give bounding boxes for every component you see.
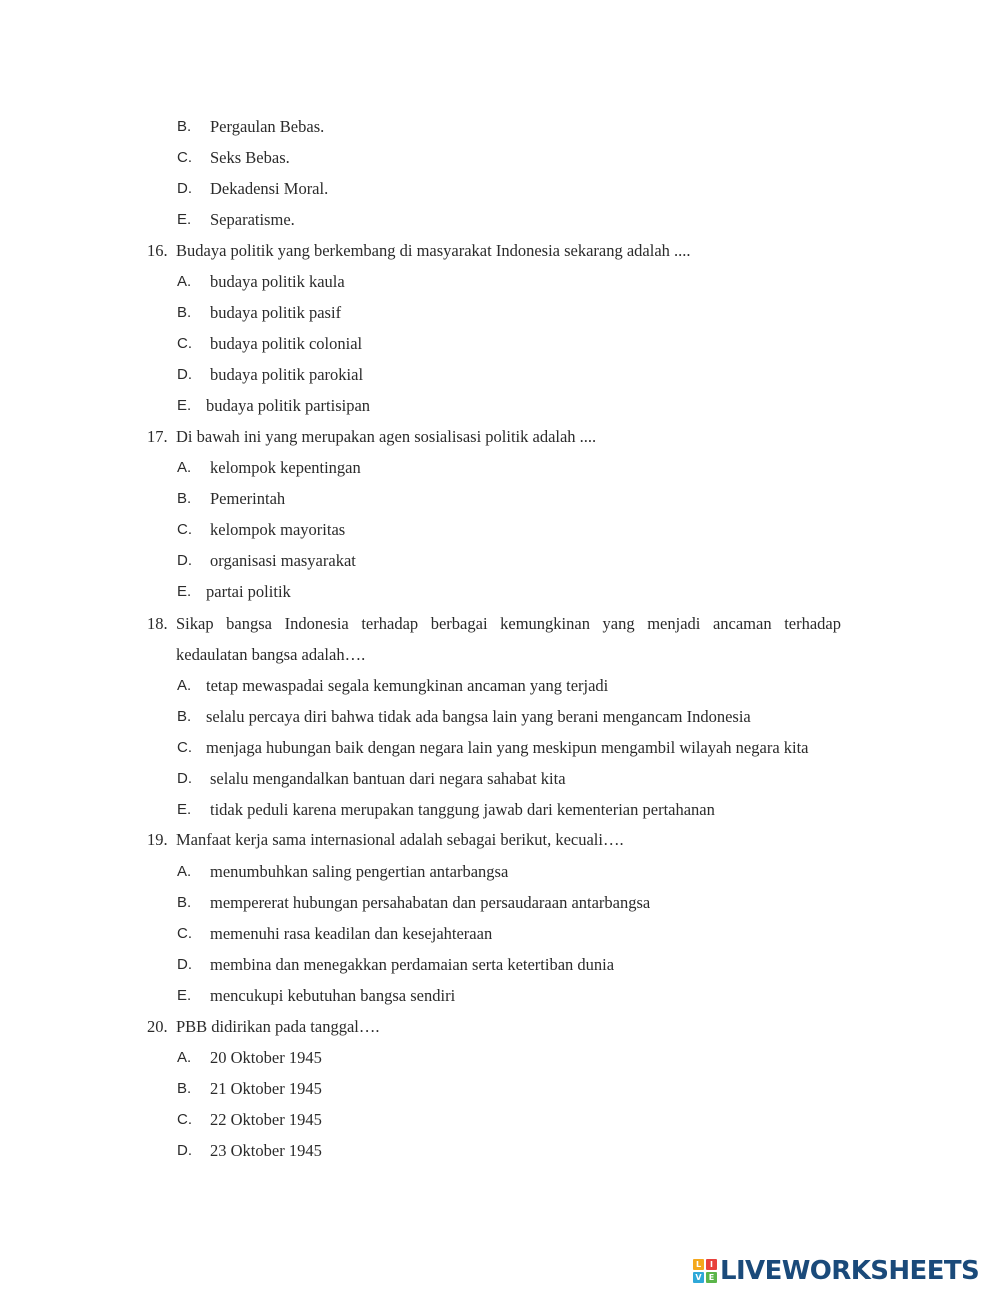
option-letter: D. bbox=[177, 770, 192, 787]
option-text: organisasi masyarakat bbox=[210, 551, 356, 570]
option-letter: E. bbox=[177, 987, 192, 1004]
option-letter: E. bbox=[177, 583, 192, 600]
option-text: selalu mengandalkan bantuan dari negara sahabat kita bbox=[210, 769, 566, 788]
option-letter: D. bbox=[177, 180, 192, 197]
option-letter: C. bbox=[177, 925, 192, 942]
option-text: 23 Oktober 1945 bbox=[210, 1141, 322, 1160]
question-number: 18. bbox=[147, 614, 168, 633]
logo-tile: V bbox=[693, 1272, 704, 1283]
logo-tile: I bbox=[706, 1259, 717, 1270]
option-letter: B. bbox=[177, 1080, 192, 1097]
option-letter: A. bbox=[177, 863, 192, 880]
option-text: budaya politik colonial bbox=[210, 334, 363, 353]
question-number: 19. bbox=[147, 830, 168, 849]
option-text: Pergaulan Bebas. bbox=[210, 117, 325, 136]
option-letter: D. bbox=[177, 1142, 192, 1159]
option-text: menumbuhkan saling pengertian antarbangsa bbox=[210, 862, 509, 881]
question-number: 17. bbox=[147, 427, 168, 446]
option-letter: A. bbox=[177, 459, 192, 476]
option-text: mencukupi kebutuhan bangsa sendiri bbox=[210, 986, 456, 1005]
option-text: mempererat hubungan persahabatan dan persaudaraan antarbangsa bbox=[210, 893, 651, 912]
question-text: Manfaat kerja sama internasional adalah sebagai berikut, kecuali…. bbox=[176, 830, 624, 849]
liveworksheets-logo bbox=[693, 1254, 993, 1288]
option-letter: A. bbox=[177, 1049, 192, 1066]
option-letter: E. bbox=[177, 801, 192, 818]
question-number: 16. bbox=[147, 241, 168, 260]
question-text: PBB didirikan pada tanggal…. bbox=[176, 1017, 380, 1036]
option-text: budaya politik pasif bbox=[210, 303, 342, 322]
option-letter: D. bbox=[177, 366, 192, 383]
option-text: budaya politik kaula bbox=[210, 272, 345, 291]
option-text: kelompok kepentingan bbox=[210, 458, 361, 477]
option-text: menjaga hubungan baik dengan negara lain yang meskipun mengambil wilayah negara kita bbox=[206, 738, 809, 757]
option-text: Dekadensi Moral. bbox=[210, 179, 329, 198]
question-text: kedaulatan bangsa adalah…. bbox=[176, 645, 366, 664]
option-letter: C. bbox=[177, 149, 192, 166]
option-letter: C. bbox=[177, 1111, 192, 1128]
option-text: Seks Bebas. bbox=[210, 148, 290, 167]
option-letter: B. bbox=[177, 708, 192, 725]
question-text: Budaya politik yang berkembang di masyarakat Indonesia sekarang adalah .... bbox=[176, 241, 691, 260]
option-text: tidak peduli karena merupakan tanggung jawab dari kementerian pertahanan bbox=[210, 800, 715, 819]
option-text: kelompok mayoritas bbox=[210, 520, 346, 539]
option-text: 21 Oktober 1945 bbox=[210, 1079, 322, 1098]
option-letter: C. bbox=[177, 521, 192, 538]
option-letter: E. bbox=[177, 211, 192, 228]
option-letter: C. bbox=[177, 739, 192, 756]
option-text: 22 Oktober 1945 bbox=[210, 1110, 322, 1129]
question-number: 20. bbox=[147, 1017, 168, 1036]
option-letter: C. bbox=[177, 335, 192, 352]
option-letter: B. bbox=[177, 490, 192, 507]
option-text: membina dan menegakkan perdamaian serta ketertiban dunia bbox=[210, 955, 615, 974]
option-letter: B. bbox=[177, 894, 192, 911]
question-text: Sikap bangsa Indonesia terhadap berbagai kemungkinan yang menjadi ancaman terhadap bbox=[176, 614, 841, 633]
option-letter: D. bbox=[177, 956, 192, 973]
option-text: Separatisme. bbox=[210, 210, 295, 229]
option-letter: A. bbox=[177, 677, 192, 694]
option-letter: A. bbox=[177, 273, 192, 290]
option-letter: B. bbox=[177, 118, 192, 135]
option-text: budaya politik parokial bbox=[210, 365, 364, 384]
option-text: partai politik bbox=[206, 582, 291, 601]
option-text: 20 Oktober 1945 bbox=[210, 1048, 322, 1067]
logo-tile: L bbox=[693, 1259, 704, 1270]
question-text: Di bawah ini yang merupakan agen sosialisasi politik adalah .... bbox=[176, 427, 597, 446]
option-letter: D. bbox=[177, 552, 192, 569]
option-text: selalu percaya diri bahwa tidak ada bangsa lain yang berani mengancam Indonesia bbox=[206, 707, 751, 726]
logo-text: LIVEWORKSHEETS bbox=[720, 1256, 980, 1286]
option-letter: E. bbox=[177, 397, 192, 414]
option-letter: B. bbox=[177, 304, 192, 321]
logo-tile: E bbox=[706, 1272, 717, 1283]
option-text: tetap mewaspadai segala kemungkinan ancaman yang terjadi bbox=[206, 676, 609, 695]
option-text: Pemerintah bbox=[210, 489, 286, 508]
option-text: memenuhi rasa keadilan dan kesejahteraan bbox=[210, 924, 493, 943]
option-text: budaya politik partisipan bbox=[206, 396, 371, 415]
logo-mark-icon bbox=[693, 1259, 717, 1283]
